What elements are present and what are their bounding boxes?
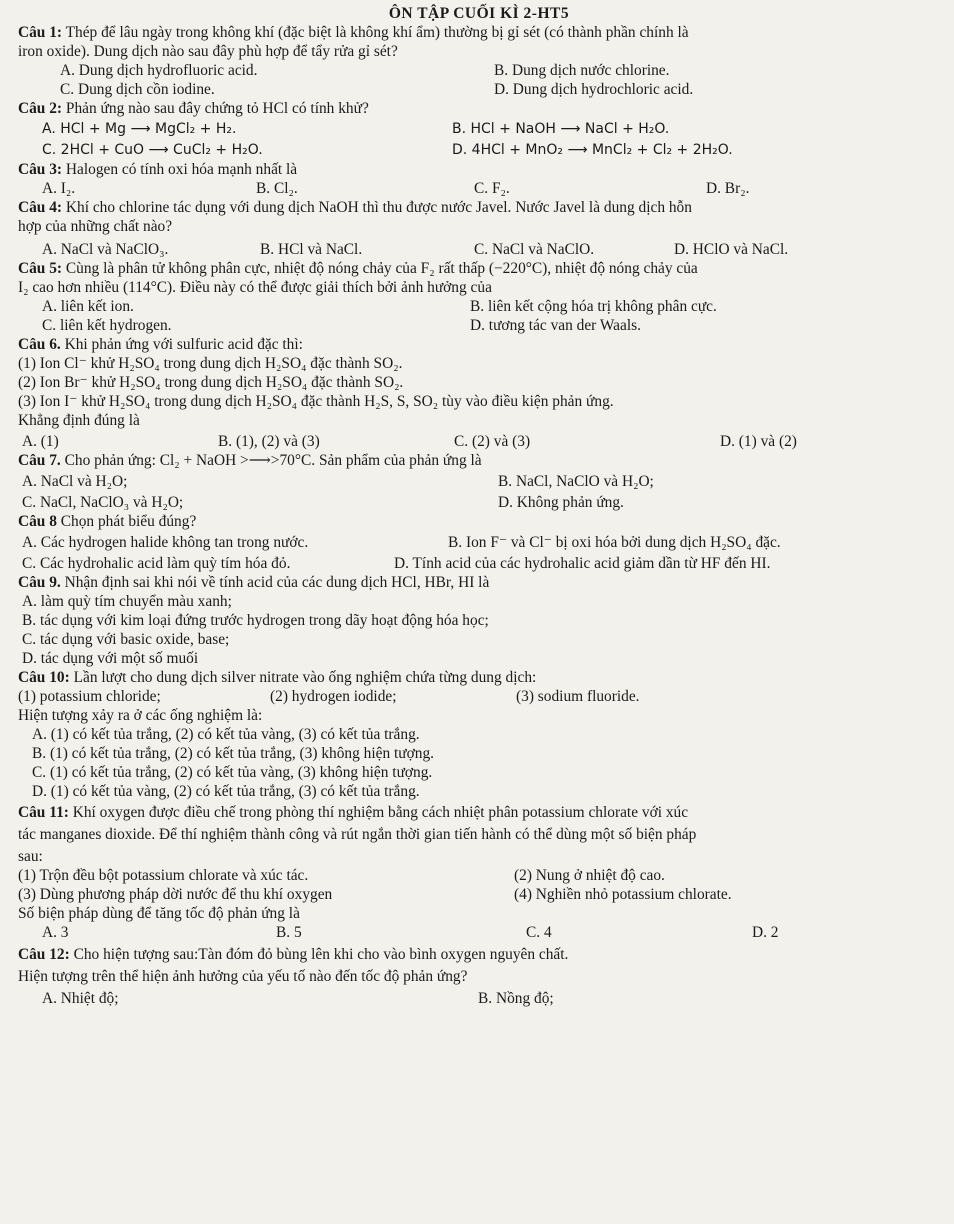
option-c[interactable]: C. NaCl, NaClO₃ và H₂O; <box>22 494 184 511</box>
page-title: ÔN TẬP CUỐI KÌ 2-HT5 <box>388 5 570 22</box>
option-c[interactable]: C. 4 <box>526 924 552 941</box>
question-stem: Khi phản ứng với sulfuric acid đặc thì: <box>64 336 303 353</box>
option-d[interactable]: D. Dung dịch hydrochloric acid. <box>494 81 694 98</box>
question-stem: Khí cho chlorine tác dụng với dung dịch NaOH thì thu được nước Javel. Nước Javel là dung dịch hỗn <box>65 199 692 216</box>
question-prompt: Số biện pháp dùng để tăng tốc độ phản ứng là <box>18 905 300 922</box>
statement-2: (2) hydrogen iodide; <box>270 688 397 705</box>
question-stem: Cùng là phân tử không phân cực, nhiệt độ nóng chảy của F₂ rất thấp (−220°C), nhiệt độ nóng chảy của <box>65 260 698 277</box>
question-11 <box>18 803 940 942</box>
option-c[interactable]: C. Dung dịch cồn iodine. <box>60 81 215 98</box>
question-7 <box>18 451 940 512</box>
question-stem: Cho hiện tượng sau:Tàn đóm đỏ bùng lên khi cho vào bình oxygen nguyên chất. <box>73 946 569 963</box>
statement-1: (1) Ion Cl⁻ khử H₂SO₄ trong dung dịch H₂SO₄ đặc thành SO₂. <box>18 355 403 372</box>
question-stem: Lần lượt cho dung dịch silver nitrate vào ống nghiệm chứa từng dung dịch: <box>73 669 537 686</box>
option-c[interactable]: C. (2) và (3) <box>454 433 531 450</box>
option-c[interactable]: C. liên kết hydrogen. <box>42 317 172 334</box>
option-c[interactable]: C. F₂. <box>474 180 510 197</box>
option-d[interactable]: D. tương tác van der Waals. <box>470 317 641 334</box>
option-d[interactable]: D. Tính acid của các hydrohalic acid giảm dần từ HF đến HI. <box>394 555 771 572</box>
option-b[interactable]: B. Ion F⁻ và Cl⁻ bị oxi hóa bởi dung dịch H₂SO₄ đặc. <box>448 534 781 551</box>
option-d[interactable]: D. Không phản ứng. <box>498 494 624 511</box>
option-a[interactable]: A. Dung dịch hydrofluoric acid. <box>60 62 258 79</box>
option-c[interactable]: C. (1) có kết tủa trắng, (2) có kết tủa vàng, (3) không hiện tượng. <box>32 764 433 781</box>
question-label: Câu 3: <box>18 161 63 178</box>
statement-2: (2) Ion Br⁻ khử H₂SO₄ trong dung dịch H₂SO₄ đặc thành SO₂. <box>18 374 404 391</box>
question-label: Câu 8 <box>18 513 57 530</box>
question-stem: Halogen có tính oxi hóa mạnh nhất là <box>65 161 298 178</box>
option-b[interactable]: B. HCl + NaOH ⟶ NaCl + H₂O. <box>452 121 670 137</box>
option-b[interactable]: B. Nồng độ; <box>478 990 554 1007</box>
question-label: Câu 5: <box>18 260 63 277</box>
option-b[interactable]: B. Dung dịch nước chlorine. <box>494 62 670 79</box>
option-a[interactable]: A. Nhiệt độ; <box>42 990 119 1007</box>
question-8 <box>18 512 940 573</box>
question-label: Câu 1: <box>18 24 63 41</box>
option-d[interactable]: D. tác dụng với một số muối <box>22 650 199 667</box>
option-c[interactable]: C. NaCl và NaClO. <box>474 241 595 258</box>
question-6 <box>18 335 940 451</box>
option-b[interactable]: B. NaCl, NaClO và H₂O; <box>498 473 654 490</box>
question-stem: Khí oxygen được điều chế trong phòng thí nghiệm bằng cách nhiệt phân potassium chlorate với xúc <box>72 804 689 821</box>
question-label: Câu 12: <box>18 946 70 963</box>
option-d[interactable]: D. Br₂. <box>706 180 750 197</box>
option-b[interactable]: B. (1), (2) và (3) <box>218 433 320 450</box>
option-a[interactable]: A. Các hydrogen halide không tan trong nước. <box>22 534 309 551</box>
statement-3: (3) sodium fluoride. <box>516 688 640 705</box>
option-d[interactable]: D. (1) có kết tủa vàng, (2) có kết tủa trắng, (3) có kết tủa trắng. <box>32 783 420 800</box>
option-a[interactable]: A. (1) <box>22 433 59 450</box>
question-stem: Hiện tượng trên thể hiện ảnh hưởng của yếu tố nào đến tốc độ phản ứng? <box>18 968 468 985</box>
statement-3: (3) Dùng phương pháp dời nước để thu khí oxygen <box>18 886 333 903</box>
option-a[interactable]: A. NaCl và NaClO₃. <box>42 241 169 258</box>
question-stem: Nhận định sai khi nói về tính acid của các dung dịch HCl, HBr, HI là <box>64 574 490 591</box>
question-4 <box>18 198 940 259</box>
option-d[interactable]: D. (1) và (2) <box>720 433 797 450</box>
option-a[interactable]: A. NaCl và H₂O; <box>22 473 128 490</box>
question-stem: Chọn phát biểu đúng? <box>60 513 197 530</box>
question-5 <box>18 259 940 335</box>
question-stem: Cho phản ứng: Cl₂ + NaOH >⟶>70°C. Sản phẩm của phản ứng là <box>64 452 482 469</box>
question-10 <box>18 668 940 801</box>
question-prompt: Hiện tượng xảy ra ở các ống nghiệm là: <box>18 707 263 724</box>
option-c[interactable]: C. 2HCl + CuO ⟶ CuCl₂ + H₂O. <box>42 142 263 158</box>
question-stem: hợp của những chất nào? <box>18 218 173 235</box>
statement-2: (2) Nung ở nhiệt độ cao. <box>514 867 665 884</box>
question-label: Câu 9. <box>18 574 61 591</box>
question-1 <box>18 23 940 99</box>
question-2 <box>18 99 940 160</box>
option-d[interactable]: D. HClO và NaCl. <box>674 241 789 258</box>
statement-1: (1) potassium chloride; <box>18 688 161 705</box>
question-label: Câu 11: <box>18 804 69 821</box>
question-label: Câu 7. <box>18 452 61 469</box>
option-a[interactable]: A. làm quỳ tím chuyển màu xanh; <box>22 593 232 610</box>
option-a[interactable]: A. I₂. <box>42 180 76 197</box>
option-d[interactable]: D. 2 <box>752 924 779 941</box>
question-9 <box>18 573 940 668</box>
option-b[interactable]: B. (1) có kết tủa trắng, (2) có kết tủa trắng, (3) không hiện tượng. <box>32 745 434 762</box>
question-label: Câu 6. <box>18 336 61 353</box>
question-stem: sau: <box>18 848 43 865</box>
question-3 <box>18 160 940 198</box>
statement-1: (1) Trộn đều bột potassium chlorate và xúc tác. <box>18 867 309 884</box>
question-stem: tác manganes dioxide. Để thí nghiệm thành công và rút ngắn thời gian tiến hành có thể dùng một số biện pháp <box>18 826 697 843</box>
option-b[interactable]: B. Cl₂. <box>256 180 298 197</box>
option-b[interactable]: B. tác dụng với kim loại đứng trước hydrogen trong dãy hoạt động hóa học; <box>22 612 489 629</box>
question-label: Câu 10: <box>18 669 70 686</box>
option-c[interactable]: C. tác dụng với basic oxide, base; <box>22 631 230 648</box>
question-stem: Phản ứng nào sau đây chứng tỏ HCl có tính khử? <box>65 100 369 117</box>
question-stem: iron oxide). Dung dịch nào sau đây phù hợp để tẩy rửa gỉ sét? <box>18 43 398 60</box>
option-b[interactable]: B. 5 <box>276 924 302 941</box>
option-b[interactable]: B. HCl và NaCl. <box>260 241 363 258</box>
statement-3: (3) Ion I⁻ khử H₂SO₄ trong dung dịch H₂SO₄ đặc thành H₂S, S, SO₂ tùy vào điều kiện phản ứng. <box>18 393 614 410</box>
option-a[interactable]: A. HCl + Mg ⟶ MgCl₂ + H₂. <box>42 121 237 137</box>
question-prompt: Khẳng định đúng là <box>18 412 140 429</box>
option-c[interactable]: C. Các hydrohalic acid làm quỳ tím hóa đỏ. <box>22 555 291 572</box>
question-12 <box>18 945 940 1008</box>
option-a[interactable]: A. liên kết ion. <box>42 298 134 315</box>
question-stem: Thép để lâu ngày trong không khí (đặc biệt là không khí ẩm) thường bị gỉ sét (có thành phần chính là <box>65 24 689 41</box>
question-stem: I₂ cao hơn nhiều (114°C). Điều này có thể được giải thích bởi ảnh hưởng của <box>18 279 492 296</box>
question-label: Câu 4: <box>18 199 63 216</box>
option-a[interactable]: A. (1) có kết tủa trắng, (2) có kết tủa vàng, (3) có kết tủa trắng. <box>32 726 420 743</box>
option-a[interactable]: A. 3 <box>42 924 69 941</box>
option-b[interactable]: B. liên kết cộng hóa trị không phân cực. <box>470 298 717 315</box>
question-label: Câu 2: <box>18 100 63 117</box>
statement-4: (4) Nghiền nhỏ potassium chlorate. <box>514 886 732 903</box>
option-d[interactable]: D. 4HCl + MnO₂ ⟶ MnCl₂ + Cl₂ + 2H₂O. <box>452 142 733 158</box>
